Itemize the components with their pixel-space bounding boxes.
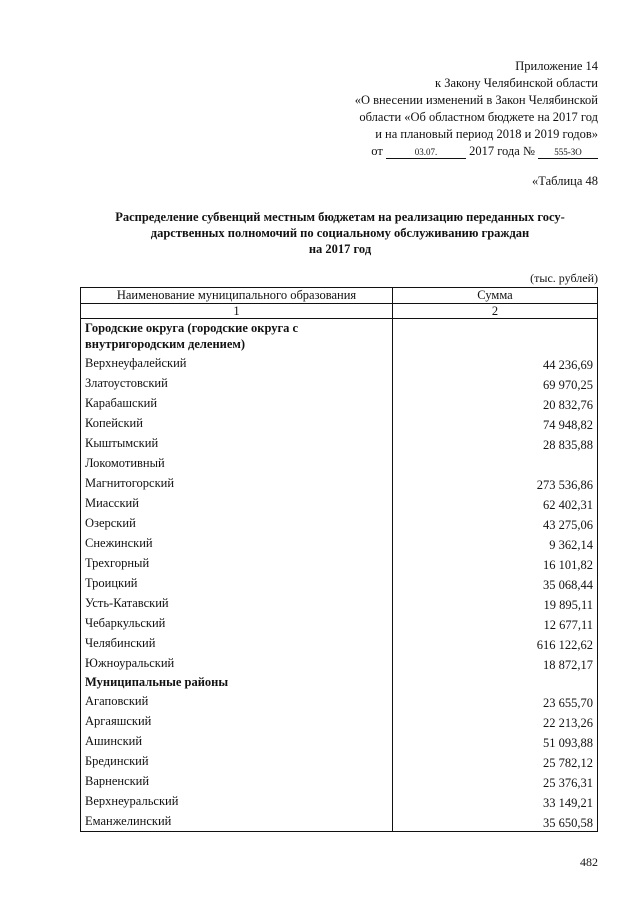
appendix-line: области «Об областном бюджете на 2017 год xyxy=(359,110,598,124)
table-row xyxy=(81,633,598,653)
amount: 62 402,31 xyxy=(393,493,598,513)
municipality-name: Трехгорный xyxy=(81,553,393,573)
amount xyxy=(393,673,598,691)
table-body xyxy=(81,319,598,832)
municipality-name: Озерский xyxy=(81,513,393,533)
column-header-name: Наименование муниципального образования xyxy=(81,288,393,304)
amount: 33 149,21 xyxy=(393,791,598,811)
municipality-name: Копейский xyxy=(81,413,393,433)
table-row xyxy=(81,751,598,771)
amount: 69 970,25 xyxy=(393,373,598,393)
title-line: на 2017 год xyxy=(308,242,372,256)
table-row xyxy=(81,513,598,533)
appendix-header xyxy=(355,58,598,160)
column-number: 1 xyxy=(81,304,393,319)
title-line: Распределение субвенций местным бюджетам на реализацию переданных госу- xyxy=(115,210,565,224)
amount: 19 895,11 xyxy=(393,593,598,613)
amount: 23 655,70 xyxy=(393,691,598,711)
amount: 22 213,26 xyxy=(393,711,598,731)
year-label: 2017 года № xyxy=(469,144,535,158)
table-row xyxy=(81,493,598,513)
table-group-row xyxy=(81,319,598,354)
municipality-name: Усть-Катавский xyxy=(81,593,393,613)
table-row xyxy=(81,393,598,413)
document-title xyxy=(80,209,600,257)
appendix-line: к Закону Челябинской области xyxy=(435,76,598,90)
municipality-name: Верхнеуральский xyxy=(81,791,393,811)
municipality-name: Еманжелинский xyxy=(81,811,393,832)
table-row xyxy=(81,553,598,573)
units-label: (тыс. рублей) xyxy=(530,271,598,285)
municipality-name: Ашинский xyxy=(81,731,393,751)
table-row xyxy=(81,771,598,791)
table-row xyxy=(81,691,598,711)
municipality-name: Локомотивный xyxy=(81,453,393,473)
amount: 74 948,82 xyxy=(393,413,598,433)
table-row xyxy=(81,453,598,473)
amount: 35 068,44 xyxy=(393,573,598,593)
law-number: 555-ЗО xyxy=(538,147,598,159)
municipality-name: Южноуральский xyxy=(81,653,393,673)
municipality-name: Брединский xyxy=(81,751,393,771)
amount: 273 536,86 xyxy=(393,473,598,493)
table-row xyxy=(81,433,598,453)
table-row xyxy=(81,353,598,373)
table-row xyxy=(81,731,598,751)
table-group-row xyxy=(81,673,598,691)
amount: 12 677,11 xyxy=(393,613,598,633)
table-row xyxy=(81,711,598,731)
table-row xyxy=(81,373,598,393)
municipality-name: Миасский xyxy=(81,493,393,513)
table-row xyxy=(81,573,598,593)
subventions-table xyxy=(80,287,598,832)
table-row xyxy=(81,473,598,493)
amount: 616 122,62 xyxy=(393,633,598,653)
municipality-name: Варненский xyxy=(81,771,393,791)
table-row xyxy=(81,811,598,832)
amount: 20 832,76 xyxy=(393,393,598,413)
amount: 35 650,58 xyxy=(393,811,598,832)
table-row xyxy=(81,593,598,613)
amount: 9 362,14 xyxy=(393,533,598,553)
appendix-line: и на плановый период 2018 и 2019 годов» xyxy=(375,127,598,141)
table-label: «Таблица 48 xyxy=(532,174,598,188)
municipality-name: Троицкий xyxy=(81,573,393,593)
amount xyxy=(393,319,598,354)
appendix-line: «О внесении изменений в Закон Челябинской xyxy=(354,93,598,107)
page-number: 482 xyxy=(580,855,598,869)
amount: 51 093,88 xyxy=(393,731,598,751)
amount: 25 782,12 xyxy=(393,751,598,771)
table-row xyxy=(81,653,598,673)
amount: 25 376,31 xyxy=(393,771,598,791)
municipality-name: Верхнеуфалейский xyxy=(81,353,393,373)
municipality-name: Кыштымский xyxy=(81,433,393,453)
municipality-name: Челябинский xyxy=(81,633,393,653)
amount: 28 835,88 xyxy=(393,433,598,453)
amount: 43 275,06 xyxy=(393,513,598,533)
municipality-name: Муниципальные районы xyxy=(81,673,393,691)
municipality-name: Златоустовский xyxy=(81,373,393,393)
amount: 16 101,82 xyxy=(393,553,598,573)
law-date: 03.07. xyxy=(386,147,466,159)
municipality-name: Чебаркульский xyxy=(81,613,393,633)
amount: 18 872,17 xyxy=(393,653,598,673)
table-row xyxy=(81,413,598,433)
municipality-name: Снежинский xyxy=(81,533,393,553)
table-row xyxy=(81,533,598,553)
column-header-sum: Сумма xyxy=(393,288,598,304)
appendix-line: Приложение 14 xyxy=(515,59,598,73)
table-row xyxy=(81,791,598,811)
municipality-name: Аргаяшский xyxy=(81,711,393,731)
law-date-line xyxy=(355,143,598,160)
from-label: от xyxy=(371,144,383,158)
table-row xyxy=(81,613,598,633)
title-line: дарственных полномочий по социальному обслуживанию граждан xyxy=(150,226,530,240)
column-number: 2 xyxy=(393,304,598,319)
municipality-name: Городские округа (городские округа с внутригородским делением) xyxy=(81,319,393,354)
municipality-name: Магнитогорский xyxy=(81,473,393,493)
amount xyxy=(393,453,598,473)
amount: 44 236,69 xyxy=(393,353,598,373)
municipality-name: Агаповский xyxy=(81,691,393,711)
municipality-name: Карабашский xyxy=(81,393,393,413)
